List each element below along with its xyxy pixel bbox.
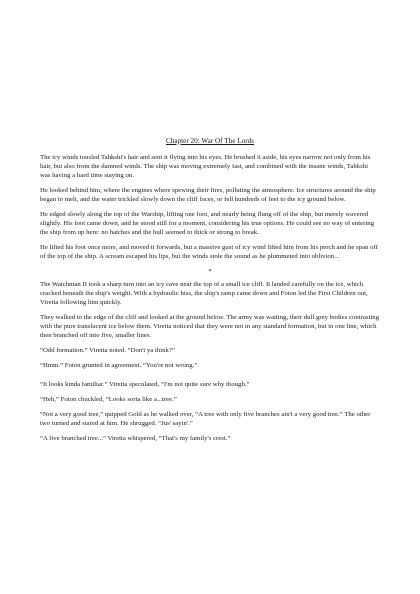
chapter-title: Chapter 20: War Of The Lords	[166, 137, 254, 145]
dialogue-line: “Hmm.” Foton grunted in agreement. “You're not wrong.”	[40, 362, 198, 369]
dialogue-line: “It looks kinda familiar.” Viretta speculated, “I'm not quite sure why though.”	[40, 381, 250, 388]
dialogue-line: “Heh,” Foton chuckled, “Looks sorta like a...tree.”	[40, 396, 177, 403]
paragraph: He looked behind him, where the engines where spewing their fires, polluting the atmosphere. Ice structures around the ship began to melt, and the water trickled slowly down the cliff faces, or fell hundreds of feet to the icy ground below.	[40, 187, 376, 203]
dialogue-line: “Not a very good tree,” quipped Gold as he walked over, “A tree with only five branches ain't a very good tree.” The other two turned and stared at him. He shrugged. “Jus' sayin'.”	[40, 411, 371, 427]
paragraph: He edged slowly along the top of the Warship, lifting one foot, and nearly being flung off of the ship, but merely wavered slightly. His foot came down, and he stood still for a moment, considering his true options. He could see no way of entering the ship from up here: no hatches and the hull seemed to thick or strong to break.	[40, 211, 374, 236]
dialogue-line: “Odd formation.” Viretta noted. “Don't ya think?”	[40, 347, 175, 354]
paragraph: He lifted his foot once more, and moved it forwards, but a massive gust of icy wind lifted him from his perch and he span off of the top of the ship. A scream escaped his lips, but the winds stole the sound as he plummeted into oblivion...	[40, 244, 378, 260]
dialogue-line: “A five branched tree...” Viretta whispered, “That's my family's crest.”	[40, 435, 231, 442]
scene-break: *	[208, 268, 212, 275]
paragraph: The Watchman II took a sharp turn into an icy cave near the top of a small ice cliff. It landed carefully on the ice, which cracked beneath the ship's weight. With a hydraulic hiss, the ship's ramp came down and Foton led the First Children out, Viretta following him quickly.	[40, 281, 368, 306]
paragraph: The icy winds tousled Tahkshi's hair and sent it flying into his eyes. He brushed it aside, his eyes narrow not only from his hair, but also from the damned winds. The ship was moving extremely fast, and combined with the insane winds, Tahkshi was having a hard time staying on.	[40, 154, 371, 179]
paragraph: They walked to the edge of the cliff and looked at the ground below. The army was waiting, their dull grey bodies contrasting with the pure translucent ice below them. Viretta noticed that they were not in any standard formation, but in one line, which then branched off into five, smaller lines.	[40, 314, 379, 339]
